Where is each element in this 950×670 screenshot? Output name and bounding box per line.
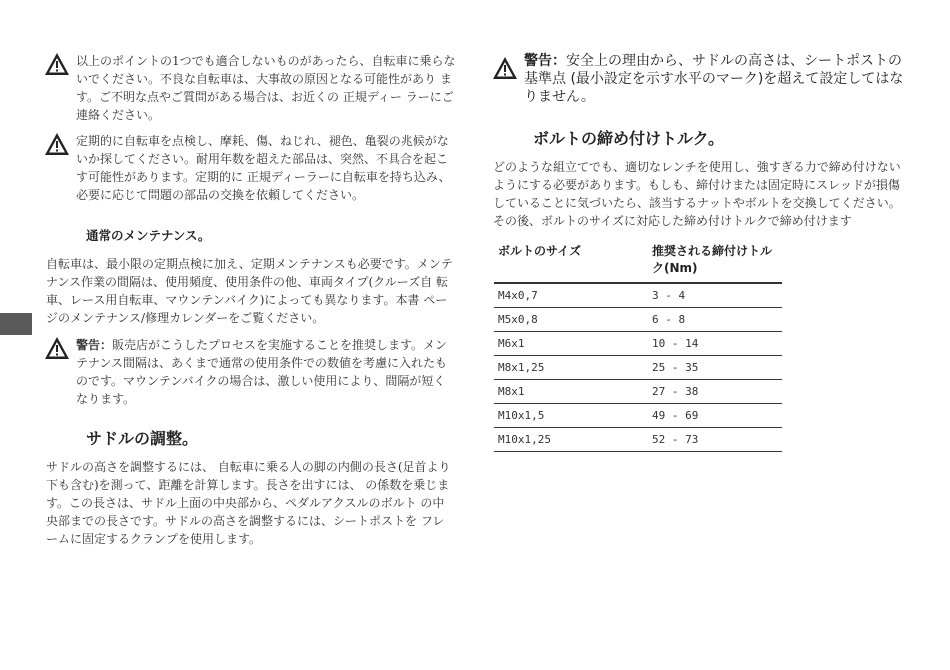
torque-cell: 6 - 8 (648, 308, 782, 332)
bolt-size-cell: M8x1,25 (494, 356, 648, 380)
table-row (494, 283, 782, 308)
bolt-size-cell: M6x1 (494, 332, 648, 356)
warning-text-3 (76, 336, 456, 408)
page-edge-tab (0, 313, 32, 335)
bolt-size-cell: M10x1,5 (494, 404, 648, 428)
warning-block-3 (44, 336, 456, 408)
warning-label: 警告： (76, 338, 113, 352)
torque-cell: 27 - 38 (648, 380, 782, 404)
column-header-torque: 推奨される締付けトルク(Nm) (648, 240, 782, 283)
warning-block-2 (44, 132, 456, 204)
bolt-size-cell: M5x0,8 (494, 308, 648, 332)
bolt-size-cell: M4x0,7 (494, 283, 648, 308)
warning-text-4 (524, 52, 904, 106)
warning-triangle-icon (44, 336, 70, 360)
warning-text-1: 以上のポイントの1つでも適合しないものがあったら、自転車に乗らないでください。不良な自転車は、大事故の原因となる可能性があり ます。ご不明な点やご質問がある場合は、お近くの 正規ディー ラーにご連絡ください。 (76, 54, 456, 122)
table-row (494, 380, 782, 404)
warning-text-2: 定期的に自転車を点検し、摩耗、傷、ねじれ、褪色、亀裂の兆候がないか探してください。耐用年数を超えた部品は、突然、不具合を起こす可能性があります。定期的に 正規ディーラーに自転車を持ち込み、必要に応じて問題の部品の交換を依頼してください。 (76, 134, 451, 202)
torque-paragraph: どのような組立てでも、適切なレンチを使用し、強すぎる力で締め付けないようにする必要があります。もしも、締付けまたは固定時にスレッドが損傷していることに気づいたら、該当するナットやボルトを交換してください。その後、ボルトのサイズに対応した締め付けトルクで締め付けます (493, 160, 901, 228)
table-row (494, 404, 782, 428)
torque-heading: ボルトの締め付けトルク。 (533, 129, 725, 148)
saddle-heading: サドルの調整。 (86, 429, 199, 448)
torque-cell: 52 - 73 (648, 428, 782, 452)
saddle-paragraph: サドルの高さを調整するには、 自転車に乗る人の脚の内側の長さ(足首より 下も含む)を測って、距離を計算します。長さを出すには、 の係数を乗じます。この長さは、サドル上面の中央部から、ペダルアクスルのボルト の中央部までの長さです。サドルの高さを調整するには、シートポストを フレームに固定するクランプを使用します。 (46, 460, 451, 546)
warning-label: 警告： (524, 53, 566, 69)
warning-triangle-icon (492, 56, 518, 80)
table-row (494, 332, 782, 356)
torque-cell: 49 - 69 (648, 404, 782, 428)
torque-cell: 25 - 35 (648, 356, 782, 380)
table-row (494, 308, 782, 332)
bolt-size-cell: M8x1 (494, 380, 648, 404)
warning-block-1 (44, 52, 456, 124)
warning-body: 安全上の理由から、サドルの高さは、シートポストの基準点 (最小設定を示す水平のマーク)を超えて設定してはなりません。 (524, 53, 904, 105)
warning-triangle-icon (44, 52, 70, 76)
warning-block-4 (492, 52, 904, 106)
torque-table (494, 240, 782, 452)
torque-cell: 10 - 14 (648, 332, 782, 356)
warning-body: 販売店がこうしたプロセスを実施することを推奨します。メンテナンス間隔は、あくまで通常の使用条件での数値を考慮に入れたものです。マウンテンバイクの場合は、激しい使用により、間隔が短くなります。 (76, 338, 448, 406)
bolt-size-cell: M10x1,25 (494, 428, 648, 452)
maintenance-paragraph: 自転車は、最小限の定期点検に加え、定期メンテナンスも必要です。メンテ ナンス作業の間隔は、使用頻度、使用条件の他、車両タイプ(クルーズ自 転車、レース用自転車、マウンテンバイク)によっても異なります。本書 ページのメンテナンス/修理カレンダーをご覧ください。 (46, 257, 453, 325)
warning-triangle-icon (44, 132, 70, 156)
table-row (494, 356, 782, 380)
maintenance-heading: 通常のメンテナンス。 (86, 228, 211, 243)
torque-cell: 3 - 4 (648, 283, 782, 308)
table-header-row (494, 240, 782, 283)
column-header-bolt-size: ボルトのサイズ (494, 240, 648, 283)
table-row (494, 428, 782, 452)
